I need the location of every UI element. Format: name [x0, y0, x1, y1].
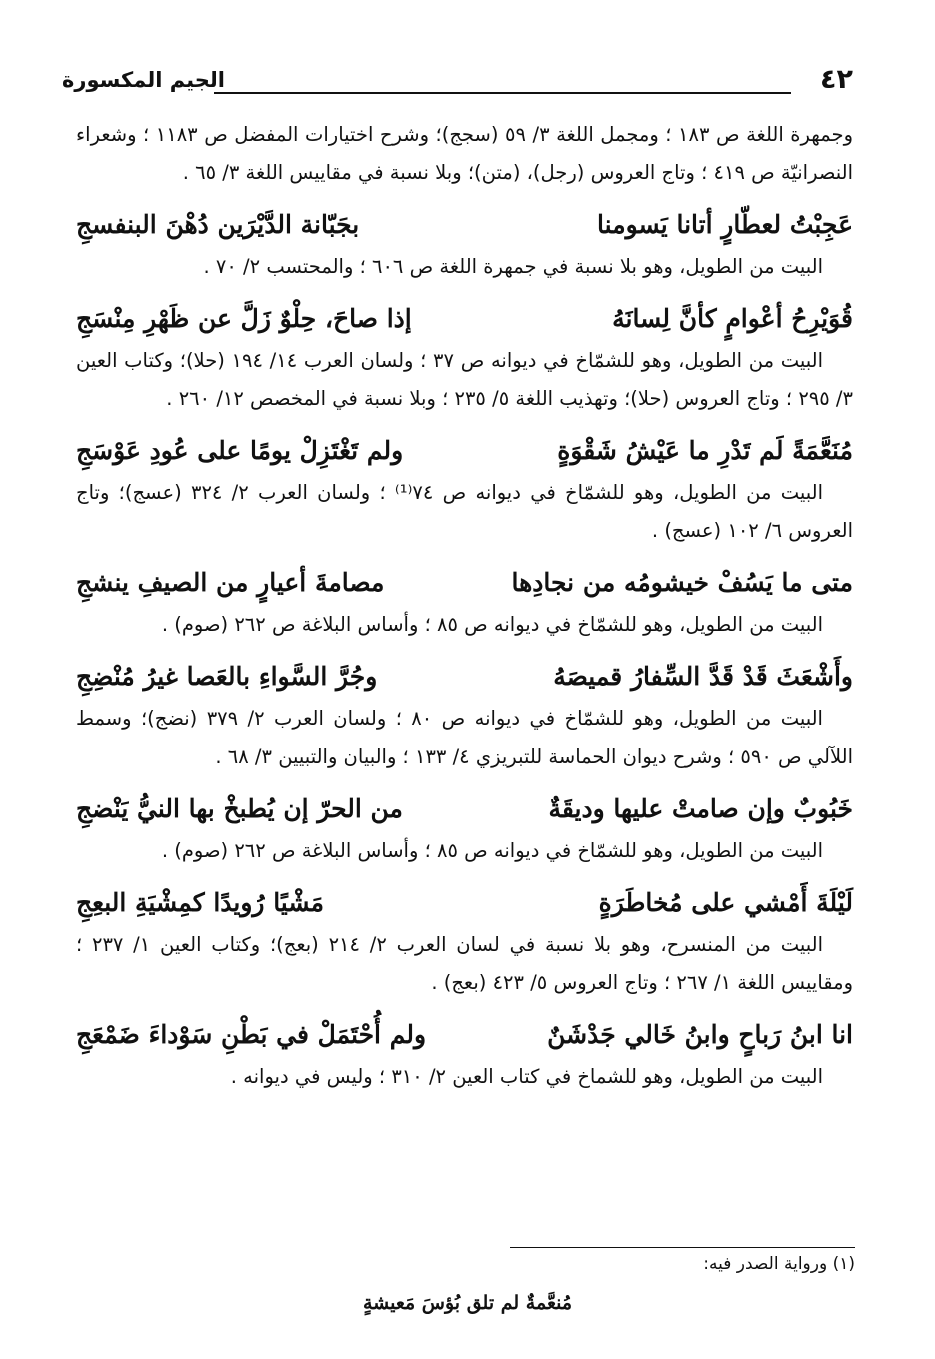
entry-4 [76, 560, 853, 644]
intro-paragraph: وجمهرة اللغة ص ١٨٣ ؛ ومجمل اللغة ٣/ ٥٩ (سجج)؛ وشرح اختيارات المفضل ص ١١٨٣ ؛ وشعراء النصرانيّة ص ٤١٩ ؛ وتاج العروس (رجل)، (متن)؛ وبلا نسبة في مقاييس اللغة ٣/ ٦٥ . [76, 123, 853, 184]
verse-first-hemistich: متى ما يَسُفْ خيشومُه من نجادِها [511, 568, 853, 597]
entry-6 [76, 786, 853, 870]
verse-first-hemistich: لَيْلَةَ أَمْشي على مُخاطَرَةٍ [598, 888, 853, 917]
verse-line [76, 654, 853, 700]
verse-second-hemistich: مَشْيًا رُويدًا كمِشْيَةِ البعِجِ [76, 888, 325, 917]
footnote-rule [510, 1247, 855, 1248]
entry-8 [76, 1012, 853, 1096]
verse-second-hemistich: بجَبّانة الدَّيْرَين دُهْنَ البنفسجِ [76, 210, 360, 239]
verse-note: البيت من الطويل، وهو للشمّاخ في ديوانه ص ٣٧ ؛ ولسان العرب ١٤/ ١٩٤ (حلا)؛ وكتاب العين ٣/ ٢٩٥ ؛ وتاج العروس (حلا)؛ وتهذيب اللغة ٥/ ٢٣٥ ؛ وبلا نسبة في المخصص ١٢/ ٢٦٠ . [76, 349, 853, 410]
verse-second-hemistich: من الحرّ إن يُطبخْ بها النيُّ يَنْضجِ [76, 794, 403, 823]
verse-first-hemistich: انا ابنُ رَباحٍ وابنُ خَالي جَدْشَنٌ [547, 1020, 853, 1049]
footnote [80, 1250, 855, 1314]
verse-second-hemistich: وجُرَّ السَّواءِ بالعَصا غيرُ مُنْضِجِ [76, 662, 378, 691]
footnote-text: (١) ورواية الصدر فيه: [703, 1254, 855, 1274]
verse-note: البيت من المنسرح، وهو بلا نسبة في لسان العرب ٢/ ٢١٤ (بعج)؛ وكتاب العين ١/ ٢٣٧ ؛ ومقاييس اللغة ١/ ٢٦٧ ؛ وتاج العروس ٥/ ٤٢٣ (بعج) . [76, 933, 853, 994]
footnote-quote: مُنعَّمةٌ لم تلق بُؤسَ مَعيشةٍ [362, 1292, 573, 1314]
verse-note: البيت من الطويل، وهو للشمّاخ في ديوانه ص ٨٥ ؛ وأساس البلاغة ص ٢٦٢ (صوم) . [161, 613, 823, 636]
verse-second-hemistich: مصامةَ أعيارٍ من الصيفِ ينشجِ [76, 568, 385, 597]
verse-second-hemistich: إذا صاحَ، حِلْوٌ زَلَّ عن ظَهْرِ مِنْسَجِ [76, 304, 412, 333]
header-rule [214, 92, 791, 94]
running-title: الجيم المكسورة [62, 68, 225, 92]
verse-note: البيت من الطويل، وهو للشمّاخ في ديوانه ص ٧٤⁽¹⁾ ؛ ولسان العرب ٢/ ٣٢٤ (عسج)؛ وتاج العروس ٦/ ١٠٢ (عسج) . [76, 481, 853, 542]
verse-line [76, 428, 853, 474]
verse-first-hemistich: خَبُوبٌ وإن صامتْ عليها وديقَةٌ [548, 794, 853, 823]
verse-first-hemistich: قُوَيْرِحُ أعْوامٍ كأنَّ لِسانَهُ [612, 304, 853, 333]
verse-note: البيت من الطويل، وهو بلا نسبة في جمهرة اللغة ص ٦٠٦ ؛ والمحتسب ٢/ ٧٠ . [203, 255, 823, 278]
entry-1 [76, 202, 853, 286]
verse-first-hemistich: مُنَعَّمَةً لَم تَدْرِ ما عَيْشُ شَقْوَةٍ [557, 436, 853, 465]
verse-line [76, 202, 853, 248]
page-number: ٤٢ [820, 64, 853, 95]
verse-note: البيت من الطويل، وهو للشماخ في كتاب العين ٢/ ٣١٠ ؛ وليس في ديوانه . [230, 1065, 823, 1088]
verse-note: البيت من الطويل، وهو للشمّاخ في ديوانه ص ٨٥ ؛ وأساس البلاغة ص ٢٦٢ (صوم) . [161, 839, 823, 862]
verse-note: البيت من الطويل، وهو للشمّاخ في ديوانه ص ٨٠ ؛ ولسان العرب ٢/ ٣٧٩ (نضج)؛ وسمط اللآلي ص ٥٩٠ ؛ وشرح ديوان الحماسة للتبريزي ٤/ ١٣٣ ؛ والبيان والتبيين ٣/ ٦٨ . [76, 707, 853, 768]
entry-2 [76, 296, 853, 418]
verse-first-hemistich: وأَشْعَثَ قَدْ قَدَّ السِّفارُ قميصَهُ [553, 662, 853, 691]
entry-5 [76, 654, 853, 776]
verse-line [76, 560, 853, 606]
page-header [62, 64, 853, 104]
verse-line [76, 786, 853, 832]
verse-second-hemistich: ولم تَغْتَزِلْ يومًا على عُودِ عَوْسَجِ [76, 436, 404, 465]
entry-7 [76, 880, 853, 1002]
verse-line [76, 296, 853, 342]
verse-line [76, 1012, 853, 1058]
page-body [76, 116, 853, 1096]
verse-second-hemistich: ولم أُحْتَمَلْ في بَطْنِ سَوْداءَ ضَمْعَجِ [76, 1020, 427, 1049]
verse-line [76, 880, 853, 926]
entry-3 [76, 428, 853, 550]
verse-first-hemistich: عَجِبْتُ لعطّارٍ أتانا يَسومنا [597, 210, 853, 239]
